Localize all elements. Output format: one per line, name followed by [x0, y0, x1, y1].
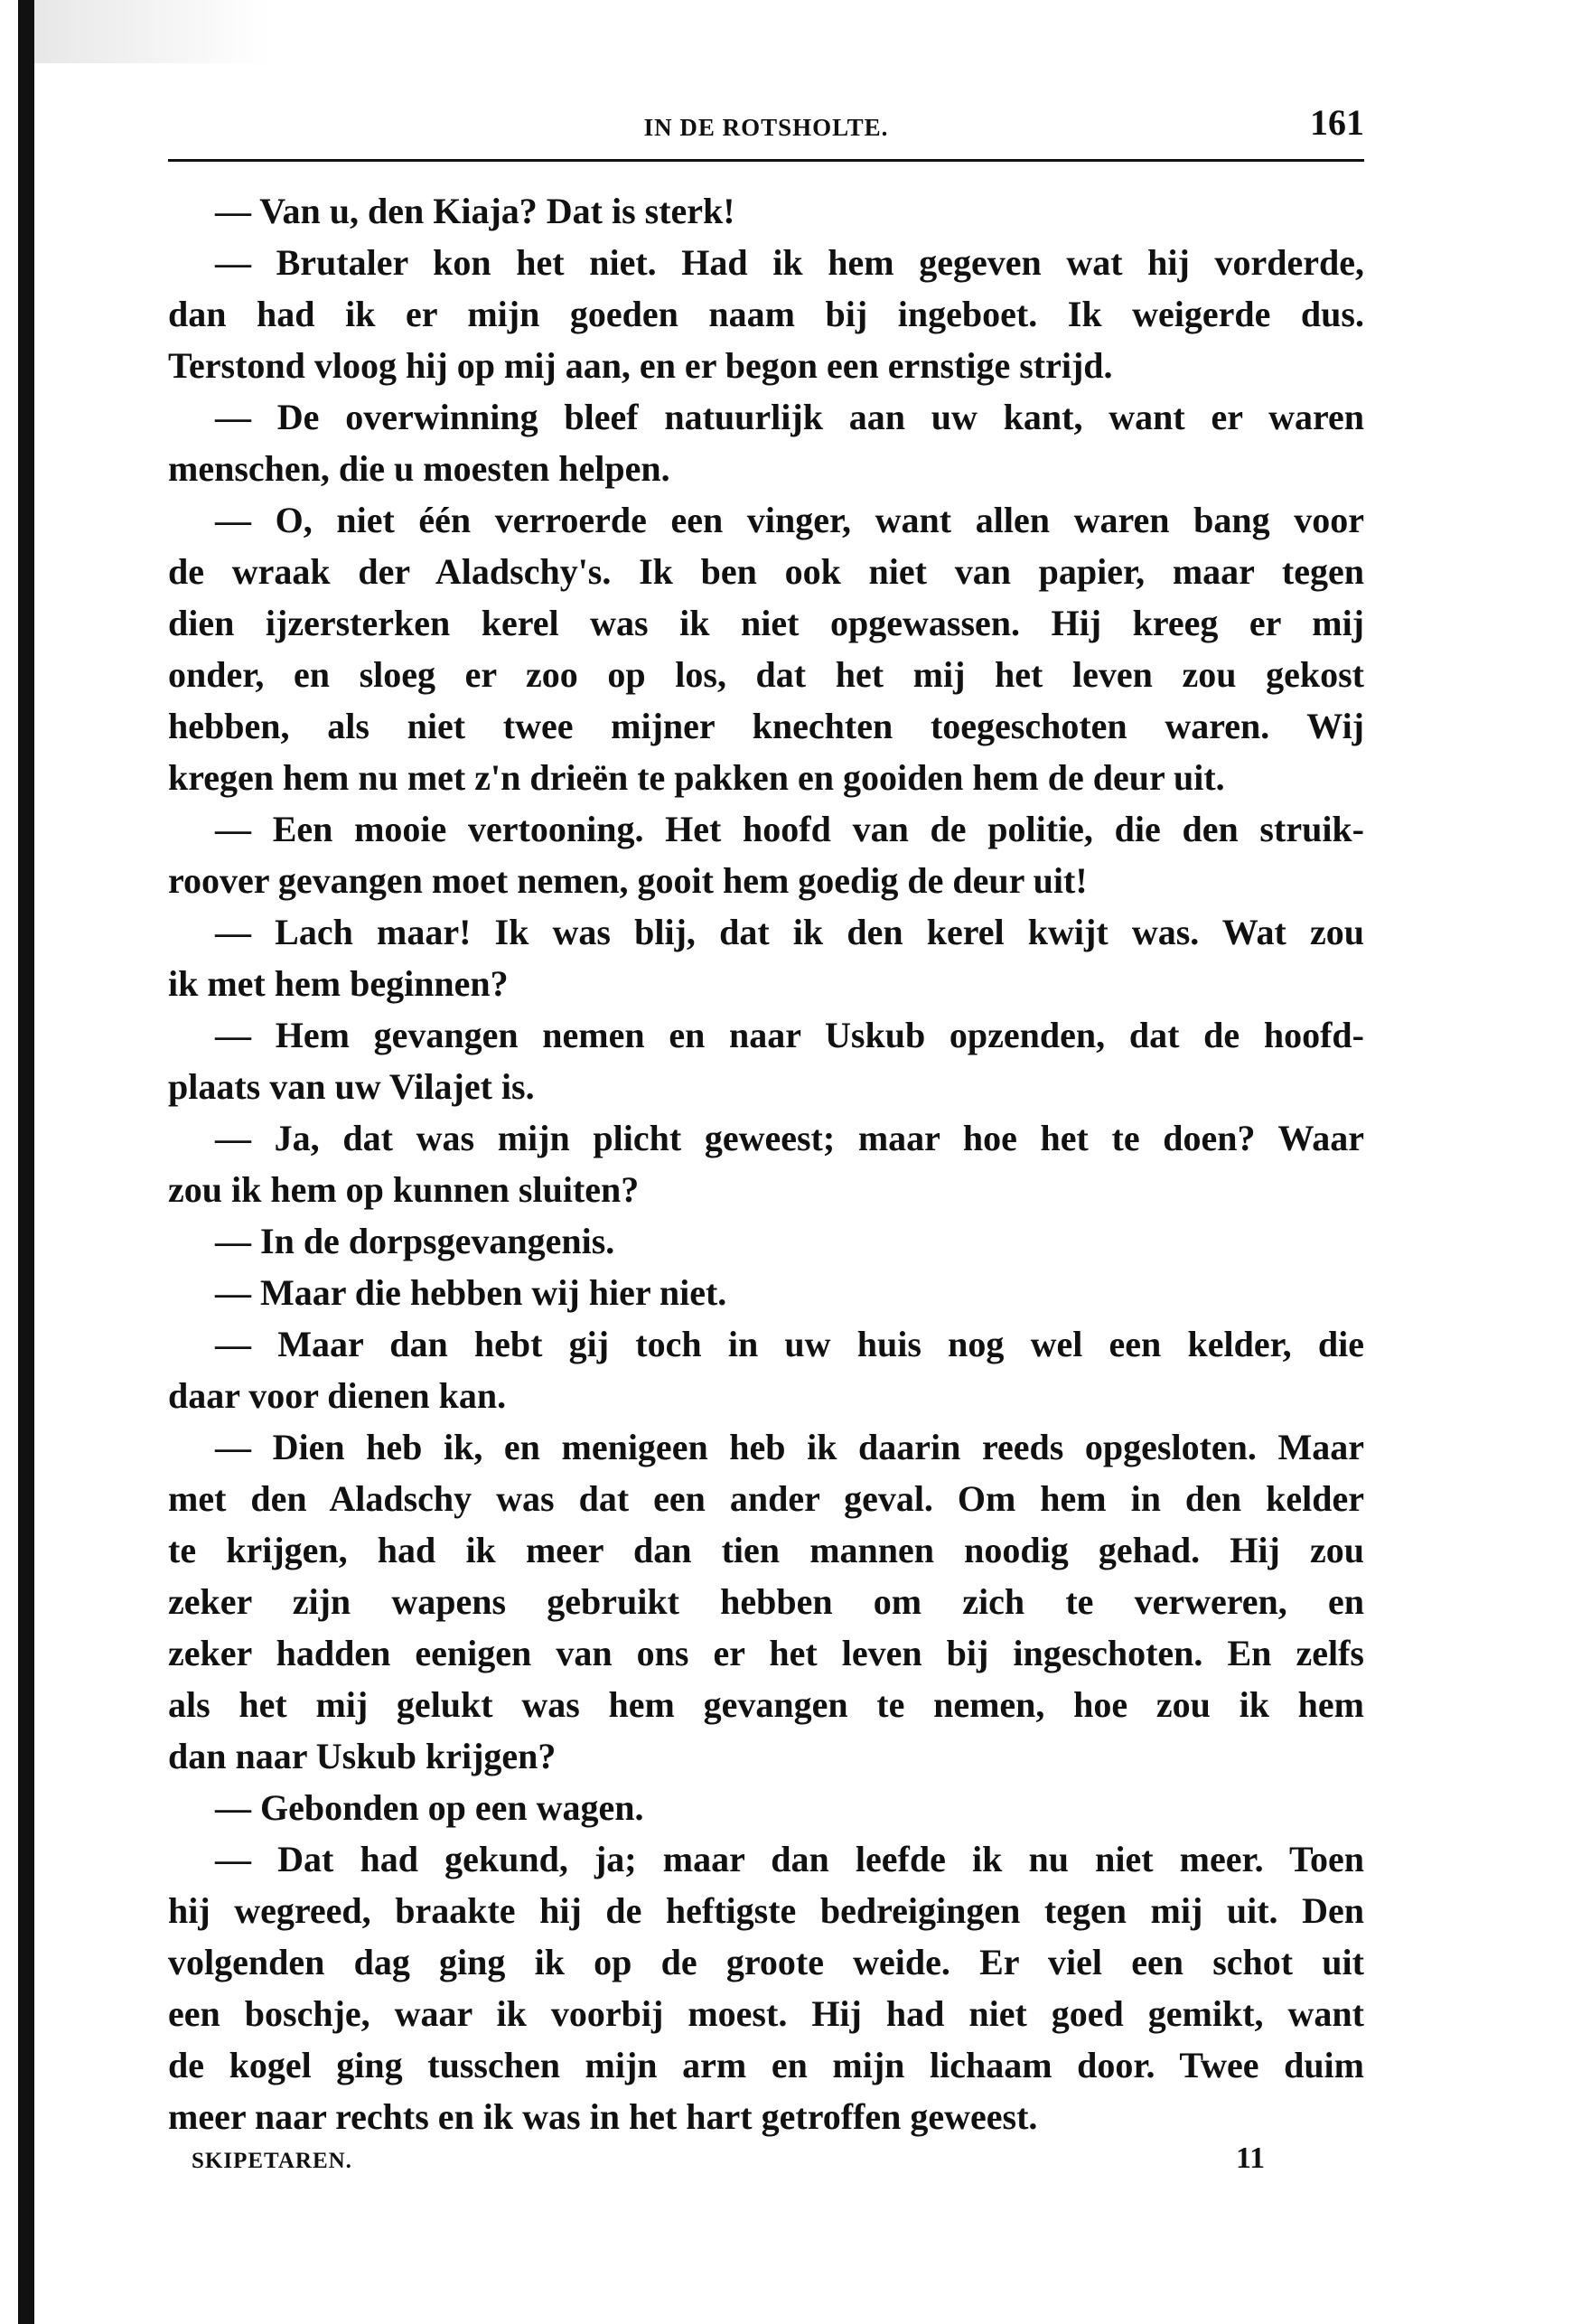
paragraph [168, 1318, 1364, 1421]
text-line: ik met hem beginnen? [168, 963, 509, 1004]
text-line: Terstond vloog hij op mij aan, en er begon een ernstige strijd. [168, 345, 1113, 386]
text-line: zeker hadden eenigen van ons er het leven bij ingeschoten. En zelfs [168, 1633, 1364, 1673]
paragraph [168, 1782, 1364, 1833]
paragraph [168, 803, 1364, 906]
text-line: — Een mooie vertooning. Het hoofd van de politie, die den struik- [215, 809, 1364, 849]
page-number: 161 [1310, 102, 1364, 143]
text-line: hij wegreed, braakte hij de heftigste bedreigingen tegen mij uit. Den [168, 1890, 1364, 1931]
paragraph [168, 1833, 1364, 2142]
text-line: — In de dorpsgevangenis. [215, 1221, 615, 1261]
text-line: daar voor dienen kan. [168, 1375, 507, 1416]
page-header [168, 101, 1364, 146]
page-body [168, 185, 1364, 2142]
text-line: als het mij gelukt was hem gevangen te nemen, hoe zou ik hem [168, 1684, 1364, 1725]
page-footer [192, 2141, 1276, 2178]
paragraph [168, 1009, 1364, 1112]
paragraph [168, 1421, 1364, 1782]
text-line: hebben, als niet twee mijner knechten toegeschoten waren. Wij [168, 706, 1364, 746]
text-line: — Gebonden op een wagen. [215, 1787, 644, 1828]
text-line: — Ja, dat was mijn plicht geweest; maar hoe het te doen? Waar [215, 1118, 1364, 1158]
text-line: — Hem gevangen nemen en naar Uskub opzenden, dat de hoofd- [215, 1015, 1364, 1055]
signature-number: 11 [1236, 2141, 1266, 2175]
text-line: menschen, die u moesten helpen. [168, 448, 670, 489]
text-line: — Maar dan hebt gij toch in uw huis nog wel een kelder, die [215, 1324, 1364, 1364]
text-line: — Lach maar! Ik was blij, dat ik den kerel kwijt was. Wat zou [215, 912, 1364, 952]
scan-smudge [34, 0, 269, 63]
paragraph [168, 906, 1364, 1009]
running-title: IN DE ROTSHOLTE. [643, 114, 889, 141]
text-line: — Dat had gekund, ja; maar dan leefde ik nu niet meer. Toen [215, 1839, 1364, 1879]
text-line: — Van u, den Kiaja? Dat is sterk! [215, 191, 735, 231]
text-line: de wraak der Aladschy's. Ik ben ook niet van papier, maar tegen [168, 551, 1364, 592]
paragraph [168, 391, 1364, 494]
header-rule [168, 159, 1364, 162]
text-line: kregen hem nu met z'n drieën te pakken en gooiden hem de deur uit. [168, 757, 1225, 798]
text-line: dien ijzersterken kerel was ik niet opgewassen. Hij kreeg er mij [168, 603, 1364, 643]
scan-binding-edge [18, 0, 34, 2324]
paragraph [168, 1112, 1364, 1215]
text-line: een boschje, waar ik voorbij moest. Hij had niet goed gemikt, want [168, 1993, 1364, 2034]
text-line: zou ik hem op kunnen sluiten? [168, 1169, 640, 1210]
text-line: te krijgen, had ik meer dan tien mannen noodig gehad. Hij zou [168, 1530, 1364, 1570]
paragraph [168, 1267, 1364, 1318]
text-line: — Dien heb ik, en menigeen heb ik daarin reeds opgesloten. Maar [215, 1427, 1364, 1467]
text-line: onder, en sloeg er zoo op los, dat het mij het leven zou gekost [168, 654, 1364, 695]
signature-mark: SKIPETAREN. [192, 2149, 352, 2173]
text-line: — Maar die hebben wij hier niet. [215, 1272, 727, 1313]
text-line: dan had ik er mijn goeden naam bij ingeboet. Ik weigerde dus. [168, 294, 1364, 334]
text-line: — O, niet één verroerde een vinger, want allen waren bang voor [215, 500, 1364, 540]
paragraph [168, 494, 1364, 803]
text-line: meer naar rechts en ik was in het hart getroffen geweest. [168, 2096, 1038, 2137]
paragraph [168, 237, 1364, 391]
paragraph [168, 1215, 1364, 1267]
text-line: plaats van uw Vilajet is. [168, 1066, 535, 1107]
text-line: — Brutaler kon het niet. Had ik hem gegeven wat hij vorderde, [215, 242, 1364, 283]
text-line: roover gevangen moet nemen, gooit hem goedig de deur uit! [168, 860, 1088, 901]
text-line: zeker zijn wapens gebruikt hebben om zich te verweren, en [168, 1581, 1364, 1622]
text-line: dan naar Uskub krijgen? [168, 1736, 557, 1776]
text-line: met den Aladschy was dat een ander geval. Om hem in den kelder [168, 1478, 1364, 1519]
text-line: volgenden dag ging ik op de groote weide. Er viel een schot uit [168, 1942, 1364, 1982]
text-line: de kogel ging tusschen mijn arm en mijn lichaam door. Twee duim [168, 2045, 1364, 2085]
paragraph [168, 185, 1364, 237]
text-line: — De overwinning bleef natuurlijk aan uw kant, want er waren [215, 397, 1364, 437]
